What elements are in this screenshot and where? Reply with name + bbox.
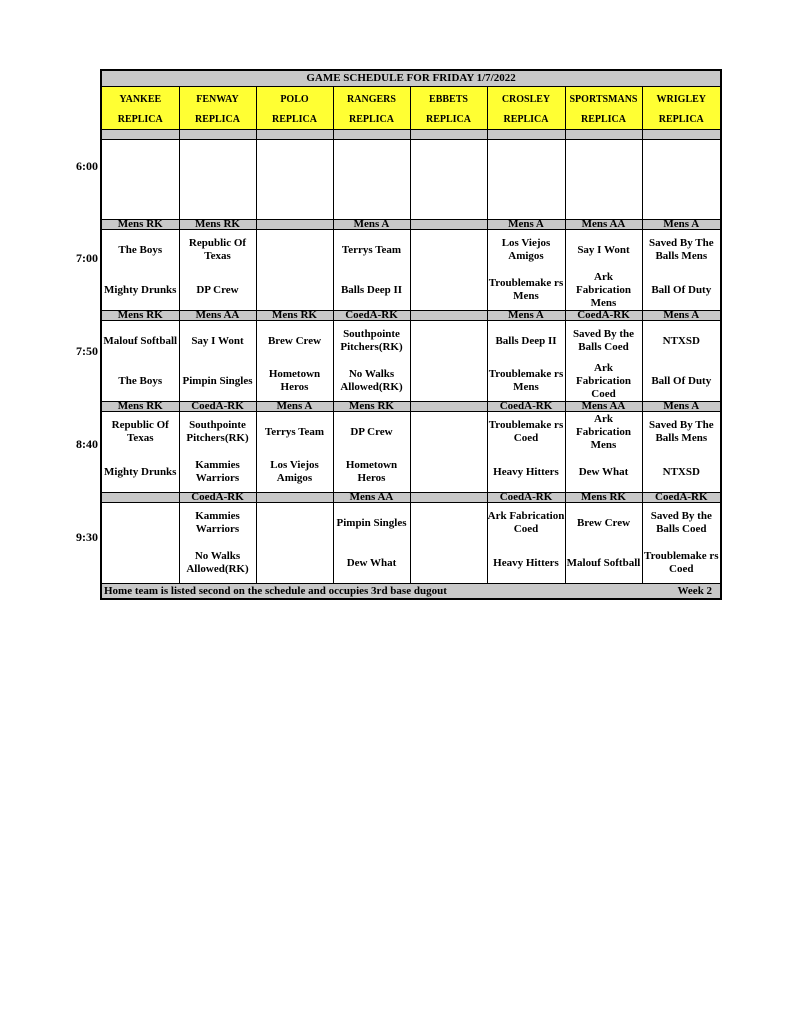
away-team: Saved By The Balls Mens: [648, 419, 714, 444]
division-label: Mens RK: [101, 220, 179, 230]
away-team: Pimpin Singles: [336, 516, 407, 529]
game-cell: [642, 412, 721, 493]
time-label: 7:00: [76, 251, 98, 265]
away-team: Terrys Team: [264, 425, 325, 438]
venue-spacer-cell: [642, 130, 721, 140]
home-team: Troublemake rs Mens: [488, 368, 564, 393]
away-team: Terrys Team: [341, 243, 402, 256]
away-team: Brew Crew: [576, 516, 631, 529]
venue-name: RANGERS: [347, 94, 396, 105]
game-cell: [179, 503, 256, 584]
venue-subtitle: REPLICA: [658, 114, 704, 125]
home-team: [411, 543, 487, 583]
away-team: [411, 503, 487, 543]
footer-row: [101, 584, 721, 600]
game-cell: [487, 503, 565, 584]
game-row: [101, 321, 721, 402]
home-team-note: Home team is listed second on the schedule and occupies 3rd base dugout: [104, 584, 447, 597]
game-cell: [410, 230, 487, 311]
home-team: [257, 270, 333, 310]
home-team: The Boys: [118, 374, 163, 387]
game-cell: [642, 140, 721, 220]
division-label: Mens A: [642, 402, 721, 412]
venue-row: [101, 87, 721, 130]
home-team: Balls Deep II: [340, 283, 403, 296]
home-team: DP Crew: [196, 283, 239, 296]
division-label: CoedA-RK: [179, 402, 256, 412]
home-team: Hometown Heros: [268, 368, 321, 393]
home-team: Los Viejos Amigos: [270, 459, 319, 484]
division-label: Mens AA: [333, 493, 410, 503]
game-cell: [179, 140, 256, 220]
venue-name: EBBETS: [429, 94, 468, 105]
venue-subtitle: REPLICA: [271, 114, 317, 125]
division-label: CoedA-RK: [333, 311, 410, 321]
game-cell: [565, 412, 642, 493]
division-label: CoedA-RK: [179, 493, 256, 503]
game-cell: [256, 230, 333, 311]
game-cell: [333, 412, 410, 493]
game-cell: [179, 321, 256, 402]
venue-subtitle: REPLICA: [194, 114, 240, 125]
home-team: Ball Of Duty: [651, 283, 712, 296]
away-team: [411, 412, 487, 452]
division-label: CoedA-RK: [642, 493, 721, 503]
division-label: [101, 493, 179, 503]
venue-subtitle: REPLICA: [425, 114, 471, 125]
home-team: Hometown Heros: [345, 459, 398, 484]
division-label: Mens RK: [101, 402, 179, 412]
away-team: [102, 140, 179, 180]
home-team: Troublemake rs Mens: [488, 277, 564, 302]
game-cell: [101, 503, 179, 584]
venue-name: POLO: [280, 94, 309, 105]
home-team: [180, 180, 256, 219]
home-team: No Walks Allowed(RK): [186, 550, 249, 575]
home-team: Mighty Drunks: [104, 465, 177, 478]
game-cell: [333, 140, 410, 220]
division-label: Mens A: [256, 402, 333, 412]
game-cell: [179, 230, 256, 311]
division-label: CoedA-RK: [487, 402, 565, 412]
game-cell: [642, 321, 721, 402]
away-team: [257, 503, 333, 543]
division-row: [101, 311, 721, 321]
home-team: [411, 361, 487, 401]
venue-spacer-cell: [101, 130, 179, 140]
game-cell: [487, 140, 565, 220]
venue-name: SPORTSMANS: [569, 94, 638, 105]
game-cell: [256, 503, 333, 584]
game-row: [101, 412, 721, 493]
division-label: Mens RK: [333, 402, 410, 412]
game-cell: [642, 503, 721, 584]
home-team: [102, 180, 179, 219]
home-team: Troublemake rs Coed: [644, 550, 719, 575]
game-cell: [565, 230, 642, 311]
venue-spacer-cell: [333, 130, 410, 140]
game-cell: [179, 412, 256, 493]
venue-subtitle: REPLICA: [503, 114, 549, 125]
home-team: Ark Fabrication Coed: [576, 361, 631, 400]
schedule-table: [100, 69, 722, 600]
home-team: [488, 180, 565, 219]
away-team: Kammies Warriors: [195, 510, 240, 535]
venue-name: YANKEE: [119, 94, 162, 105]
venue-header: [179, 87, 256, 130]
game-cell: [333, 230, 410, 311]
game-cell: [565, 321, 642, 402]
away-team: Balls Deep II: [495, 334, 557, 347]
game-cell: [565, 140, 642, 220]
away-team: Say I Wont: [191, 334, 244, 347]
home-team: Heavy Hitters: [493, 465, 559, 478]
game-cell: [333, 503, 410, 584]
home-team: [102, 543, 179, 583]
division-label: Mens A: [487, 311, 565, 321]
game-cell: [410, 321, 487, 402]
division-label: Mens RK: [101, 311, 179, 321]
venue-header: [101, 87, 179, 130]
division-label: Mens AA: [179, 311, 256, 321]
game-cell: [487, 230, 565, 311]
game-cell: [101, 230, 179, 311]
venue-subtitle: REPLICA: [117, 114, 163, 125]
game-cell: [256, 140, 333, 220]
home-team: [566, 180, 642, 219]
away-team: [566, 140, 642, 180]
home-team: Kammies Warriors: [195, 459, 240, 484]
division-label: [256, 493, 333, 503]
home-team: [257, 543, 333, 583]
venue-name: CROSLEY: [501, 94, 551, 105]
game-cell: [333, 321, 410, 402]
home-team: Ball Of Duty: [651, 374, 712, 387]
game-cell: [101, 412, 179, 493]
home-team: No Walks Allowed(RK): [340, 368, 403, 393]
home-team: Mighty Drunks: [104, 283, 177, 296]
venue-name: WRIGLEY: [656, 94, 706, 105]
game-row: [101, 140, 721, 220]
venue-header: [410, 87, 487, 130]
time-label: 9:30: [76, 530, 98, 544]
home-team: Heavy Hitters: [493, 556, 559, 569]
away-team: NTXSD: [662, 334, 700, 347]
away-team: [643, 140, 721, 180]
division-row: [101, 402, 721, 412]
game-cell: [256, 412, 333, 493]
venue-spacer-cell: [256, 130, 333, 140]
time-label: 6:00: [76, 159, 98, 173]
away-team: Ark Fabrication Coed: [487, 510, 565, 535]
venue-spacer-cell: [179, 130, 256, 140]
game-cell: [101, 140, 179, 220]
division-label: [256, 220, 333, 230]
division-row: [101, 493, 721, 503]
game-cell: [487, 412, 565, 493]
division-label: Mens A: [487, 220, 565, 230]
home-team: [257, 180, 333, 219]
game-cell: [410, 412, 487, 493]
away-team: Los Viejos Amigos: [501, 237, 551, 262]
time-label: 7:50: [76, 344, 98, 358]
title-row: [101, 70, 721, 87]
venue-header: [333, 87, 410, 130]
game-cell: [410, 503, 487, 584]
away-team: Southpointe Pitchers(RK): [186, 419, 249, 444]
home-team: [411, 180, 487, 219]
venue-spacer-cell: [565, 130, 642, 140]
home-team: [334, 180, 410, 219]
away-team: DP Crew: [350, 425, 393, 438]
game-cell: [642, 230, 721, 311]
home-team: [643, 180, 721, 219]
away-team: [411, 140, 487, 180]
away-team: Brew Crew: [267, 334, 322, 347]
division-label: Mens RK: [565, 493, 642, 503]
away-team: Southpointe Pitchers(RK): [340, 328, 403, 353]
away-team: [180, 140, 256, 180]
division-label: [410, 311, 487, 321]
venue-subtitle: REPLICA: [348, 114, 394, 125]
footer-cell: [101, 584, 721, 600]
venue-header: [642, 87, 721, 130]
game-cell: [565, 503, 642, 584]
division-label: Mens RK: [256, 311, 333, 321]
home-team: NTXSD: [662, 465, 700, 478]
away-team: Republic Of Texas: [188, 237, 247, 262]
week-label: Week 2: [677, 584, 713, 597]
away-team: Say I Wont: [577, 243, 630, 256]
division-label: Mens A: [642, 220, 721, 230]
division-label: Mens RK: [179, 220, 256, 230]
home-team: Dew What: [346, 556, 397, 569]
venue-spacer-cell: [410, 130, 487, 140]
division-label: [410, 402, 487, 412]
home-team: Dew What: [578, 465, 629, 478]
away-team: [257, 140, 333, 180]
venue-header: [256, 87, 333, 130]
game-cell: [487, 321, 565, 402]
division-row: [101, 220, 721, 230]
home-team: Pimpin Singles: [182, 374, 253, 387]
away-team: [102, 503, 179, 543]
away-team: [488, 140, 565, 180]
away-team: Republic Of Texas: [111, 419, 169, 444]
game-row: [101, 230, 721, 311]
game-cell: [101, 321, 179, 402]
away-team: Saved By the Balls Coed: [650, 510, 712, 535]
division-label: CoedA-RK: [565, 311, 642, 321]
home-team: Malouf Softball: [566, 556, 641, 569]
time-label: 8:40: [76, 437, 98, 451]
away-team: Saved By the Balls Coed: [572, 328, 635, 353]
away-team: [411, 230, 487, 270]
schedule-title: GAME SCHEDULE FOR FRIDAY 1/7/2022: [101, 70, 721, 87]
away-team: Saved By The Balls Mens: [648, 237, 714, 262]
home-team: Ark Fabrication Mens: [576, 270, 631, 309]
game-cell: [410, 140, 487, 220]
home-team: [411, 270, 487, 310]
away-team: Malouf Softball: [103, 334, 178, 347]
home-team: [411, 452, 487, 492]
away-team: [257, 230, 333, 270]
division-label: CoedA-RK: [487, 493, 565, 503]
away-team: Ark Fabrication Mens: [576, 412, 631, 451]
venue-spacer-row: [101, 130, 721, 140]
division-label: Mens A: [333, 220, 410, 230]
division-label: [410, 220, 487, 230]
venue-name: FENWAY: [196, 94, 239, 105]
division-label: [410, 493, 487, 503]
venue-header: [487, 87, 565, 130]
venue-subtitle: REPLICA: [580, 114, 626, 125]
away-team: The Boys: [118, 243, 163, 256]
division-label: Mens AA: [565, 402, 642, 412]
away-team: [334, 140, 410, 180]
game-cell: [256, 321, 333, 402]
venue-header: [565, 87, 642, 130]
game-row: [101, 503, 721, 584]
division-label: Mens AA: [565, 220, 642, 230]
away-team: [411, 321, 487, 361]
venue-spacer-cell: [487, 130, 565, 140]
away-team: Troublemake rs Coed: [488, 419, 564, 444]
division-label: Mens A: [642, 311, 721, 321]
